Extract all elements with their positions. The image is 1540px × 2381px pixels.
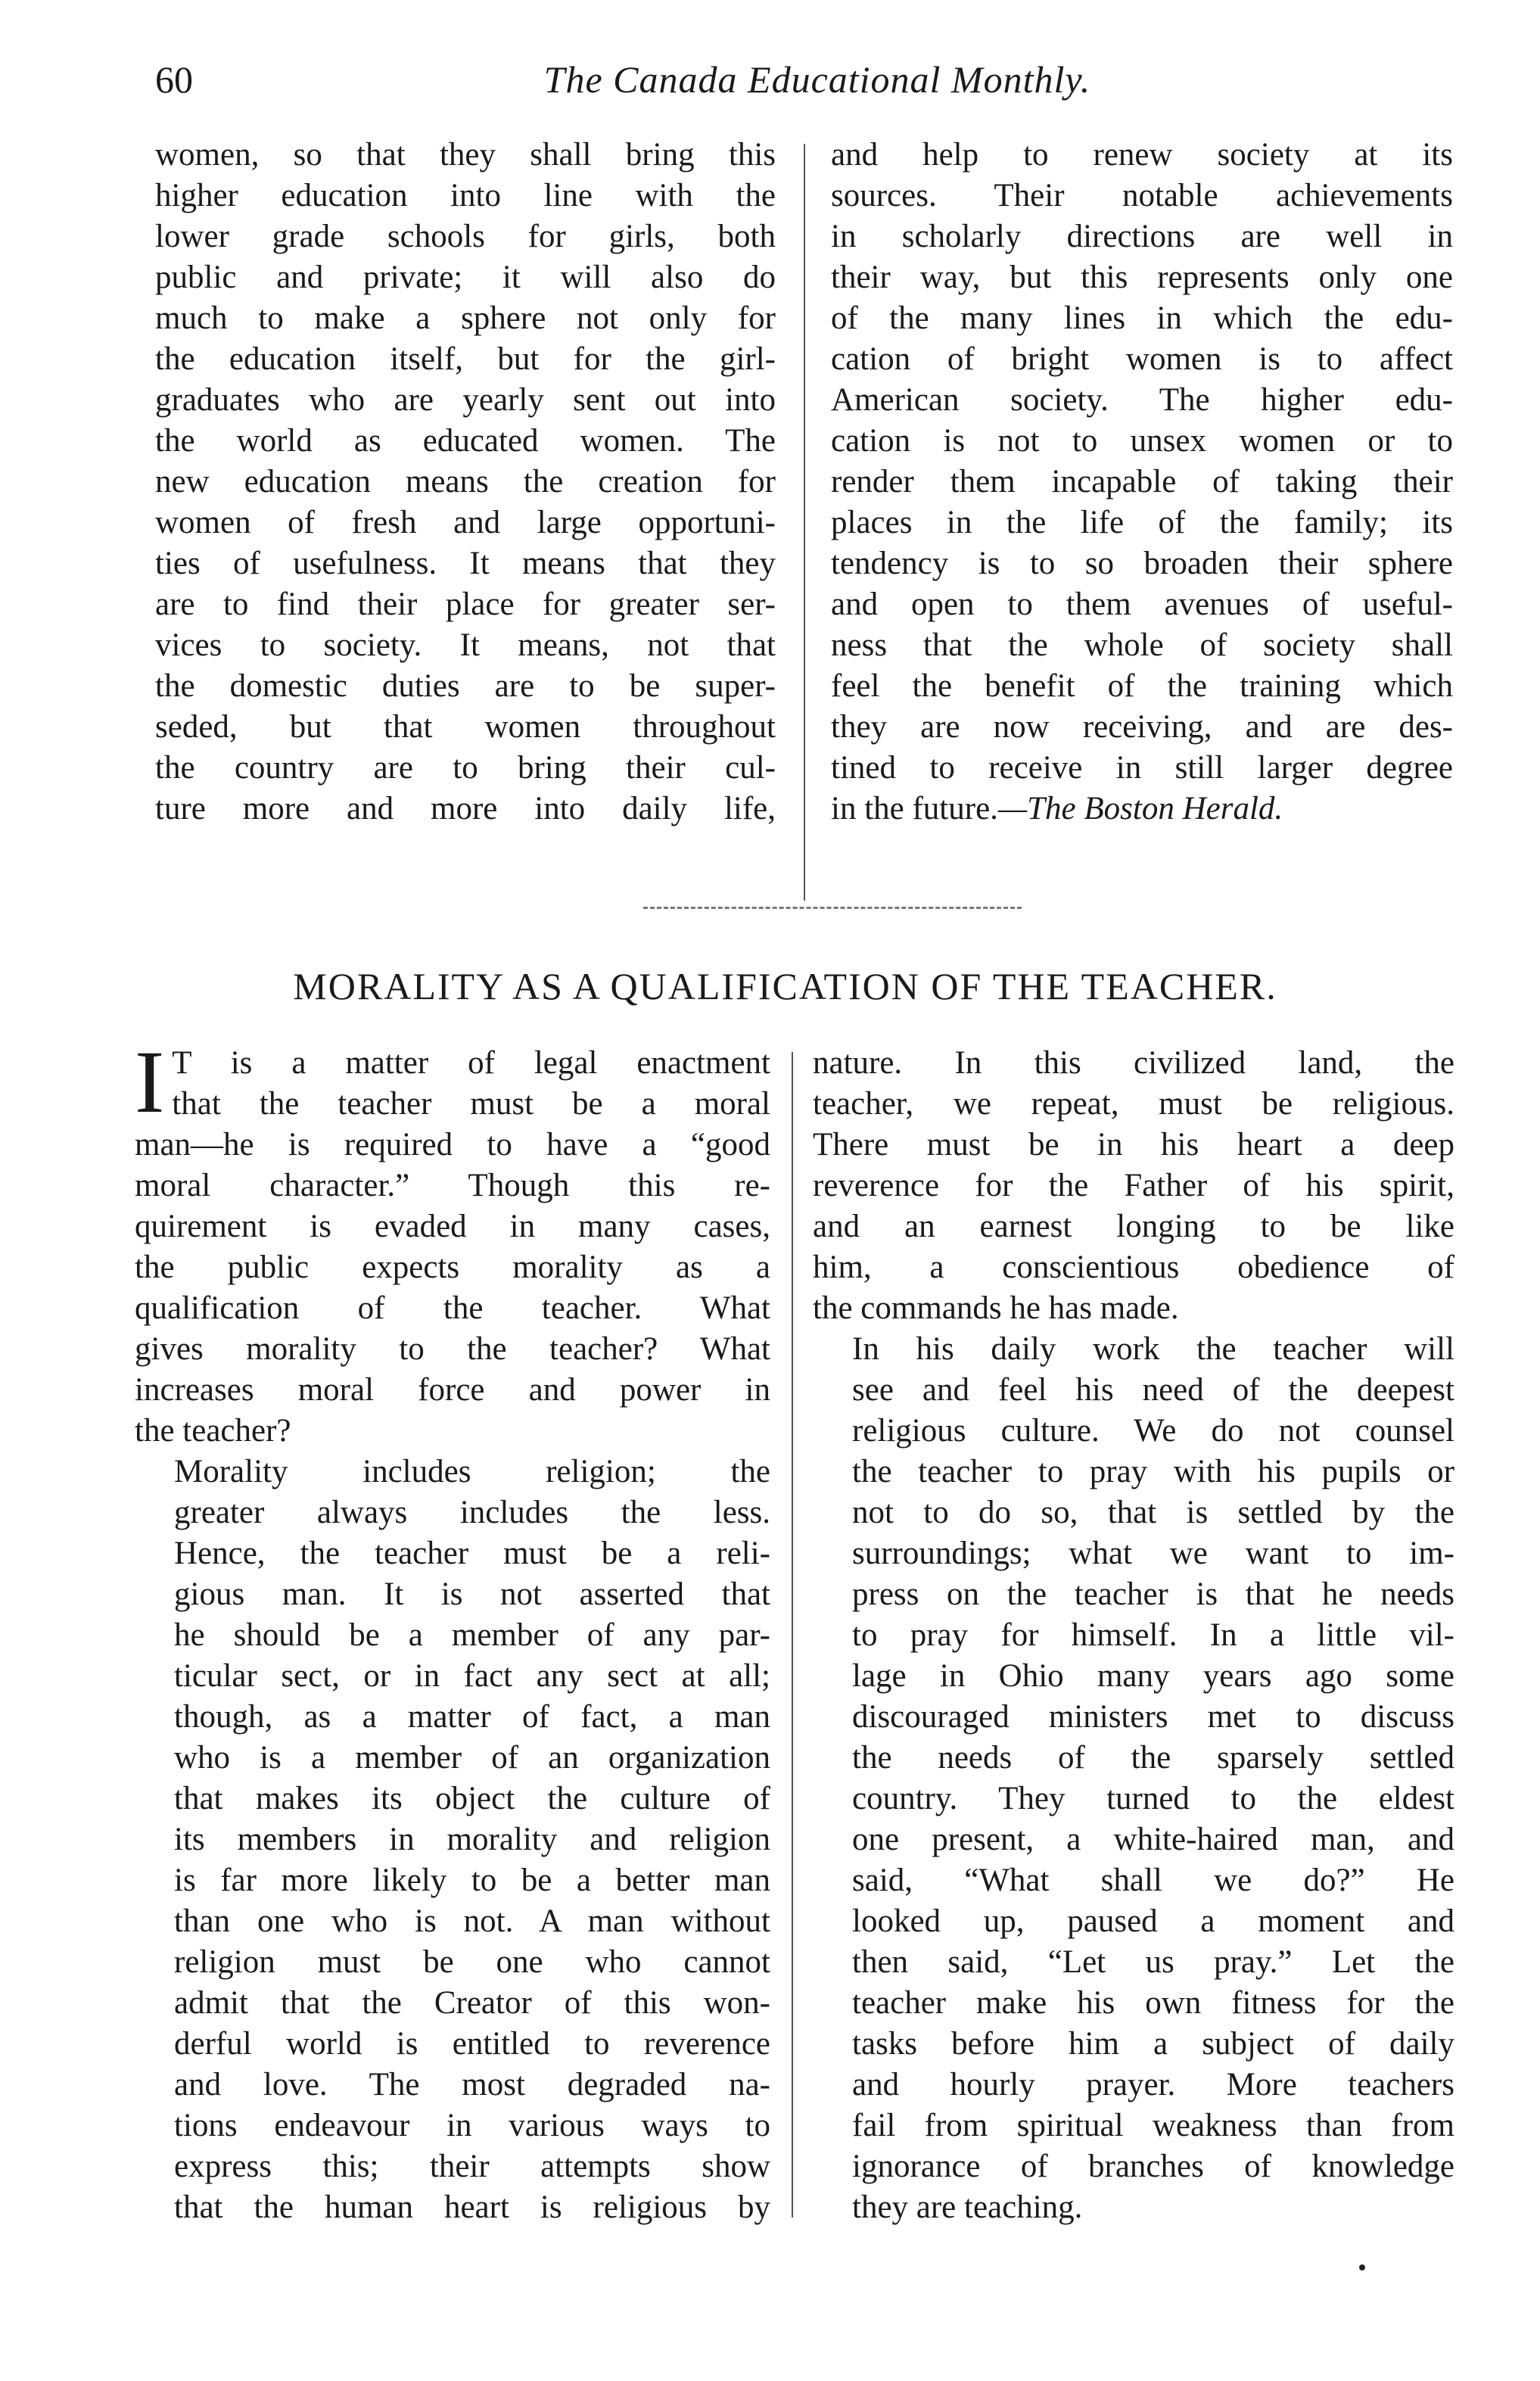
text-line: ness that the whole of society shall <box>831 627 1453 663</box>
article-right-column <box>813 1043 1454 2228</box>
text-line: tendency is to so broaden their sphere <box>831 546 1453 581</box>
text-line: religion must be one who cannot <box>174 1944 770 1980</box>
text-line: the education itself, but for the girl- <box>155 341 776 377</box>
article-left-column <box>135 1032 770 2228</box>
text-line: lage in Ohio many years ago some <box>852 1658 1454 1694</box>
text-line: Morality includes religion; the <box>174 1454 770 1489</box>
column-rule <box>804 144 805 901</box>
text-line: express this; their attempts show <box>174 2149 770 2184</box>
text-line: much to make a sphere not only for <box>155 300 776 336</box>
text-line: one present, a white-haired man, and <box>852 1822 1454 1857</box>
text-line: man—he is required to have a “good <box>135 1127 770 1162</box>
text-line: him, a conscientious obedience of <box>813 1250 1454 1285</box>
text-line: cation is not to unsex women or to <box>831 423 1453 459</box>
text-line: and open to them avenues of useful- <box>831 587 1453 622</box>
text-line: cation of bright women is to affect <box>831 341 1453 377</box>
text-line: new education means the creation for <box>155 464 776 500</box>
text-line: women, so that they shall bring this <box>155 137 776 173</box>
text-line: of the many lines in which the edu- <box>831 300 1453 336</box>
text-line: they are teaching. <box>852 2190 1083 2225</box>
text-line: said, “What shall we do?” He <box>852 1863 1454 1898</box>
text-line: gious man. It is not asserted that <box>174 1576 770 1612</box>
text-line: fail from spiritual weakness than from <box>852 2108 1454 2143</box>
text-line: reverence for the Father of his spirit, <box>813 1168 1454 1203</box>
text-line: quirement is evaded in many cases, <box>135 1209 770 1244</box>
text-line: tions endeavour in various ways to <box>174 2108 770 2143</box>
text-line: increases moral force and power in <box>135 1372 770 1408</box>
text-line: ticular sect, or in fact any sect at all; <box>174 1658 770 1694</box>
text-line: nature. In this civilized land, the <box>813 1045 1454 1081</box>
section-divider <box>643 907 1022 912</box>
text-line: tasks before him a subject of daily <box>852 2026 1454 2062</box>
text-line: and hourly prayer. More teachers <box>852 2067 1454 2102</box>
text-line: are to find their place for greater ser- <box>155 587 776 622</box>
text-line: the needs of the sparsely settled <box>852 1740 1454 1776</box>
text-line: the domestic duties are to be super- <box>155 668 776 704</box>
text-line: its members in morality and religion <box>174 1822 770 1857</box>
text-line: press on the teacher is that he needs <box>852 1576 1454 1612</box>
text-line: the commands he has made. <box>813 1290 1179 1326</box>
text-line: feel the benefit of the training which <box>831 668 1453 704</box>
text-line: that the human heart is religious by <box>174 2190 770 2225</box>
text-line: T is a matter of legal enactment <box>172 1045 770 1081</box>
text-line: gives morality to the teacher? What <box>135 1331 770 1367</box>
text-line: the public expects morality as a <box>135 1250 770 1285</box>
article-title: MORALITY AS A QUALIFICATION OF THE TEACHER. <box>293 965 1277 1007</box>
text-line: teacher, we repeat, must be religious. <box>813 1086 1454 1122</box>
paragraph <box>135 1452 770 2228</box>
paragraph <box>135 1032 770 1452</box>
text-line: sources. Their notable achievements <box>831 178 1453 213</box>
text-line: that makes its object the culture of <box>174 1781 770 1816</box>
text-line: though, as a matter of fact, a man <box>174 1699 770 1735</box>
text-line: not to do so, that is settled by the <box>852 1495 1454 1530</box>
text-line: the teacher? <box>135 1413 291 1449</box>
source-attribution: —The Boston Herald. <box>997 791 1283 826</box>
text-line: moral character.” Though this re- <box>135 1168 770 1203</box>
paragraph <box>155 135 776 829</box>
paragraph <box>831 135 1453 829</box>
text-line: render them incapable of taking their <box>831 464 1453 500</box>
text-line: ties of usefulness. It means that they <box>155 546 776 581</box>
text-line: to pray for himself. In a little vil- <box>852 1617 1454 1653</box>
closing-text: in the future. <box>831 791 998 826</box>
text-line: admit that the Creator of this won- <box>174 1985 770 2021</box>
running-head <box>155 53 1479 114</box>
text-line: country. They turned to the eldest <box>852 1781 1454 1816</box>
text-line: There must be in his heart a deep <box>813 1127 1454 1162</box>
text-line: than one who is not. A man without <box>174 1903 770 1939</box>
text-line: surroundings; what we want to im- <box>852 1536 1454 1571</box>
text-line: the world as educated women. The <box>155 423 776 459</box>
paragraph <box>813 1043 1454 1329</box>
journal-title: The Canada Educational Monthly. <box>543 58 1091 101</box>
text-line: greater always includes the less. <box>174 1495 770 1530</box>
text-line: looked up, paused a moment and <box>852 1903 1454 1939</box>
text-line: their way, but this represents only one <box>831 260 1453 295</box>
text-line: women of fresh and large opportuni- <box>155 505 776 540</box>
text-line: seded, but that women throughout <box>155 709 776 745</box>
text-line: Hence, the teacher must be a reli- <box>174 1536 770 1571</box>
text-line: religious culture. We do not counsel <box>852 1413 1454 1449</box>
text-line: who is a member of an organization <box>174 1740 770 1776</box>
text-line: and help to renew society at its <box>831 137 1453 173</box>
text-line: is far more likely to be a better man <box>174 1863 770 1898</box>
text-line: teacher make his own fitness for the <box>852 1985 1454 2021</box>
text-line <box>831 789 1453 829</box>
text-line: lower grade schools for girls, both <box>155 219 776 254</box>
text-line: and love. The most degraded na- <box>174 2067 770 2102</box>
column-rule <box>792 1052 793 2218</box>
continued-article-left-column <box>155 135 776 829</box>
text-line: graduates who are yearly sent out into <box>155 382 776 418</box>
text-line: American society. The higher edu- <box>831 382 1453 418</box>
text-line: discouraged ministers met to discuss <box>852 1699 1454 1735</box>
text-line: that the teacher must be a moral <box>172 1086 770 1122</box>
text-line: see and feel his need of the deepest <box>852 1372 1454 1408</box>
continued-article-right-column <box>831 135 1453 829</box>
text-line: vices to society. It means, not that <box>155 627 776 663</box>
text-line: and an earnest longing to be like <box>813 1209 1454 1244</box>
text-line: then said, “Let us pray.” Let the <box>852 1944 1454 1980</box>
text-line: the country are to bring their cul- <box>155 750 776 786</box>
printer-mark <box>1359 2264 1365 2271</box>
page-number: 60 <box>155 58 193 101</box>
text-line: ture more and more into daily life, <box>155 791 776 826</box>
paragraph <box>813 1329 1454 2228</box>
text-line: public and private; it will also do <box>155 260 776 295</box>
text-line: places in the life of the family; its <box>831 505 1453 540</box>
text-line: ignorance of branches of knowledge <box>852 2149 1454 2184</box>
text-line: he should be a member of any par- <box>174 1617 770 1653</box>
text-line: tined to receive in still larger degree <box>831 750 1453 786</box>
text-line: in scholarly directions are well in <box>831 219 1453 254</box>
text-line: derful world is entitled to reverence <box>174 2026 770 2062</box>
text-line: they are now receiving, and are des- <box>831 709 1453 745</box>
text-line: qualification of the teacher. What <box>135 1290 770 1326</box>
text-line: the teacher to pray with his pupils or <box>852 1454 1454 1489</box>
text-line: higher education into line with the <box>155 178 776 213</box>
drop-cap: I <box>135 1032 165 1131</box>
text-line: In his daily work the teacher will <box>852 1331 1454 1367</box>
